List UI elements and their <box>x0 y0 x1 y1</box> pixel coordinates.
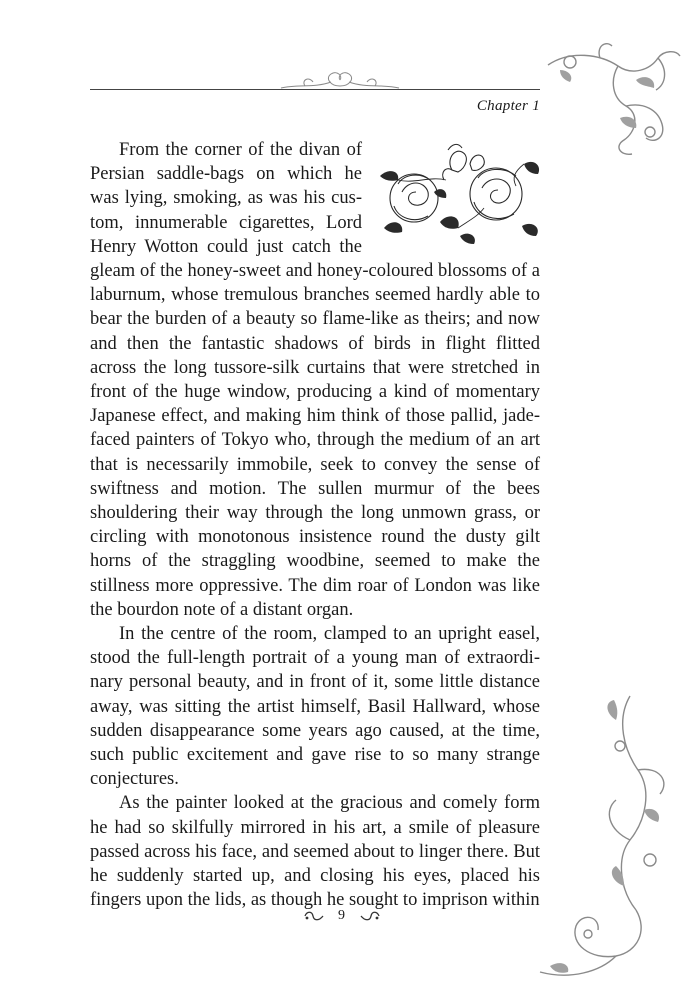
folio-ornament-left <box>303 910 325 922</box>
rose-illustration <box>374 136 546 248</box>
paragraph-2: In the centre of the room, clamped to an upright easel, stood the full-length portrait of a young man of extraordinary personal beauty, and in front of it, some little distance away, was sitting the artist himself, Basil Hallward, whose sudden disappearance some years ago caused, at the time, such public excitement and gave rise to so many strange conjectures. <box>90 624 540 790</box>
folio-ornament-right <box>359 910 381 922</box>
header-ornament <box>275 64 405 90</box>
chapter-title: Chapter 1 <box>476 98 540 114</box>
corner-flourish-top <box>540 40 683 160</box>
paragraph-3: As the painter looked at the gracious and comely form he had so skilfully mirrored in his art, a smile of pleasure passed across his face, and seemed about to linger there. But he suddenly started up, and closing his eyes, placed his fingers upon the lids, as though he sought to imprison within <box>90 793 540 911</box>
page-footer <box>0 908 683 924</box>
corner-flourish-bottom <box>520 690 683 990</box>
paragraph-1: From the corner of the divan of Persian saddle-bags on which he was lying, smoking, as was his custom, innumerable cigarettes, Lord Henry Wotton could just catch the gleam of the honey-sweet and honey-coloured blossoms of a laburnum, whose tremulous branches seemed hardly able to bear the burden of a beauty so flame-like as theirs; and now and then the fantastic shadows of birds in flight flitted across the long tussore-silk curtains that were stretched in front of the huge window, producing a kind of momentary Japanese effect, and making him think of those pallid, jade-faced painters of Tokyo who, through the medium of an art that is necessarily immobile, seek to convey the sense of swiftness and motion. The sullen murmur of the bees shouldering their way through the long unmown grass, or circling with monotonous insistence round the dusty gilt horns of the straggling woodbine, seemed to make the stillness more oppressive. The dim roar of London was like the bourdon note of a distant organ. <box>90 140 540 620</box>
header-rule <box>90 89 540 90</box>
chapter-text <box>90 138 540 913</box>
page-number: 9 <box>338 908 345 923</box>
